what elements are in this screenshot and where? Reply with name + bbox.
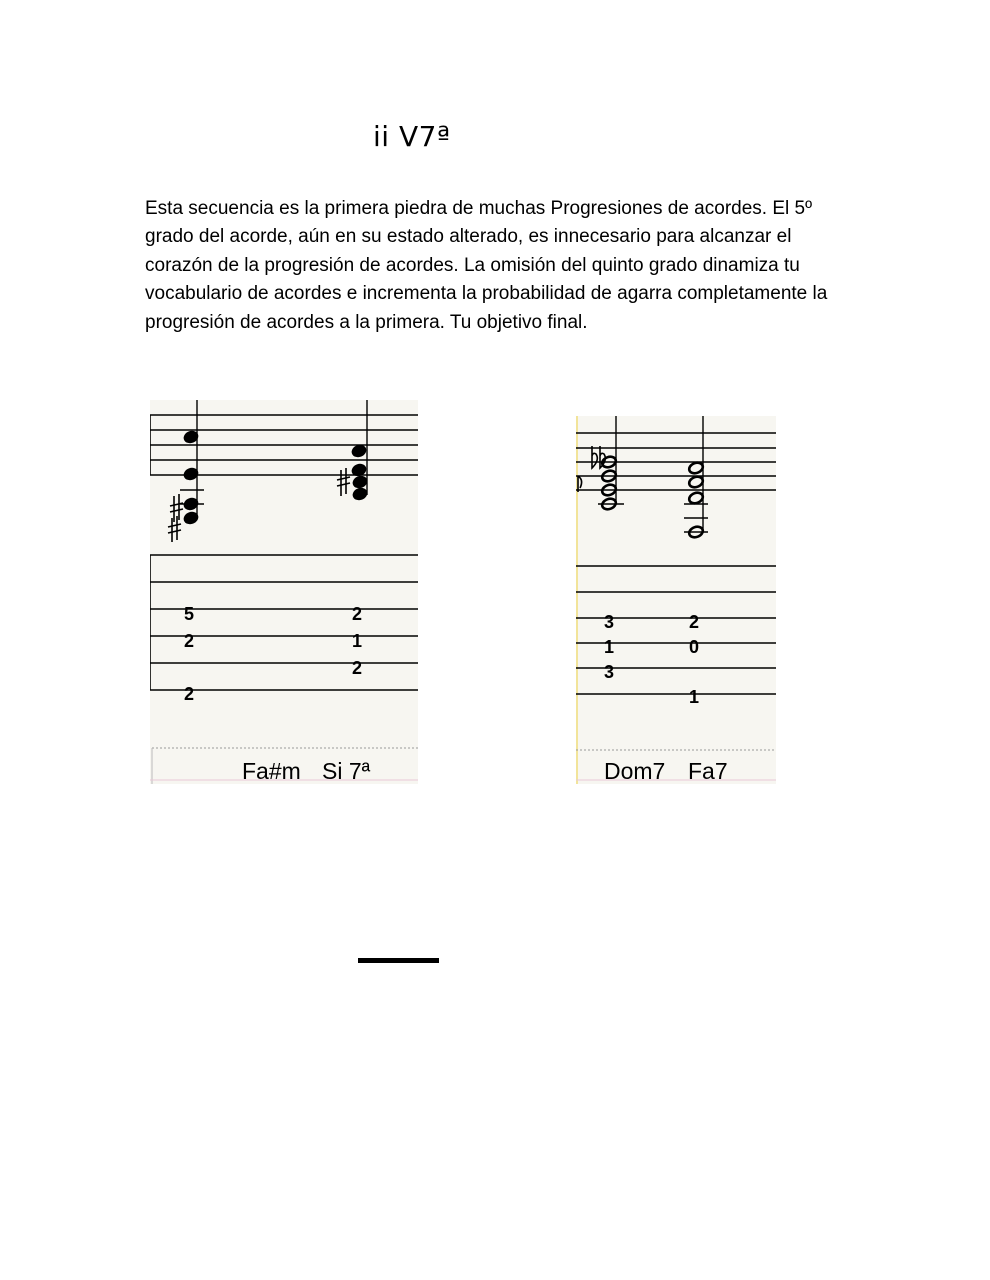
notation-figure-cm7-f7: [576, 416, 776, 784]
tab-number: 2: [352, 658, 363, 678]
chord-label-b7: Si 7ª: [322, 758, 371, 784]
tab-number: 1: [604, 637, 615, 657]
tab-number: 1: [689, 687, 700, 707]
tab-number: 3: [604, 662, 615, 682]
notation-figure-fsharp-b7: [150, 400, 418, 784]
tab-number: 2: [352, 604, 363, 624]
tab-number: 2: [184, 684, 195, 704]
tab-number: 2: [689, 612, 700, 632]
staff-tab-image: [576, 416, 776, 784]
tab-number: 0: [689, 637, 700, 657]
staff-tab-image: [150, 400, 418, 784]
page-title: ii V7ª: [373, 120, 451, 153]
chord-label-cm7: Dom7: [604, 758, 666, 784]
tab-number: 5: [184, 604, 195, 624]
tab-number: 1: [352, 631, 363, 651]
separator-bar: [358, 958, 439, 963]
intro-paragraph: Esta secuencia es la primera piedra de muchas Progresiones de acordes. El 5º grado del acorde, aún en su estado alterado, es innecesario para alcanzar el corazón de la progresión de acordes. La omisión del quinto grado dinamiza tu vocabulario de acordes e incrementa la probabilidad de agarra completamente la progresión de acordes a la primera. Tu objetivo final.: [145, 198, 828, 333]
tab-number: 3: [604, 612, 615, 632]
tab-number: 2: [184, 631, 195, 651]
chord-label-fsharp-minor: Fa#m: [242, 758, 301, 784]
chord-label-f7: Fa7: [688, 758, 728, 784]
